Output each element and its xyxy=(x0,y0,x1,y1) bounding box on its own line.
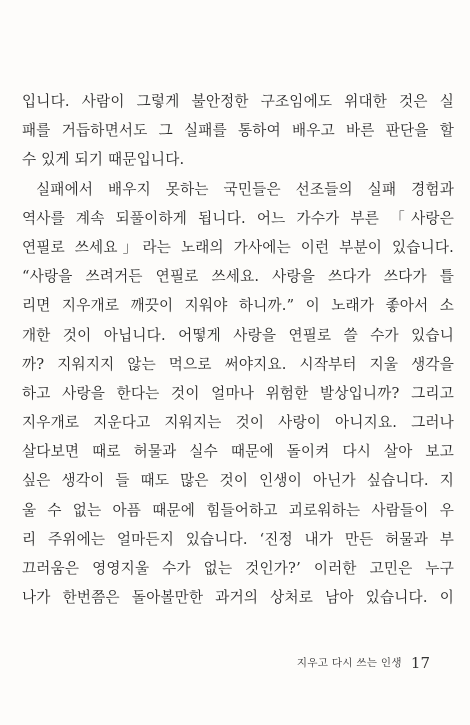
text-line: 연필로 쓰세요」라는 노래의 가사에는 이런 부분이 있습니다. xyxy=(22,238,454,256)
text-line: 끄러움은 영영지울 수가 없는 것인가?’ 이러한 고민은 누구 xyxy=(22,560,454,577)
body-text xyxy=(22,87,454,612)
text-line: 울 수 없는 아픔 때문에 힘들어하고 괴로워하는 사람들이 우 xyxy=(22,501,454,519)
page-number: 17 xyxy=(410,653,430,672)
text-line: 패를 거듭하면서도 그 실패를 통하여 배우고 바른 판단을 할 xyxy=(22,122,454,140)
text-line: 수 있게 되기 때문입니다. xyxy=(22,151,185,169)
text-line: 까? 지워지지 않는 먹으로 써야지요. 시작부터 지울 생각을 xyxy=(22,355,454,373)
text-line: 입니다. 사람이 그렇게 불안정한 구조임에도 위대한 것은 실 xyxy=(22,93,454,110)
page-footer xyxy=(0,652,430,672)
text-line: 싶은 생각이 들 때도 많은 것이 인생이 아닌가 싶습니다. 지 xyxy=(22,472,454,490)
text-line: 리면 지우개로 깨끗이 지워야 하니까.” 이 노래가 좋아서 소 xyxy=(22,297,454,315)
text-line: 살다보면 때로 허물과 실수 때문에 돌이켜 다시 살아 보고 xyxy=(22,443,454,461)
text-line: 개한 것이 아닙니다. 어떻게 사랑을 연필로 쓸 수가 있습니 xyxy=(22,326,454,344)
text-line: 실패에서 배우지 못하는 국민들은 선조들의 실패 경험과 xyxy=(36,180,454,198)
text-line: 하고 사랑을 한다는 것이 얼마나 위험한 발상입니까? 그리고 xyxy=(22,384,454,402)
running-title: 지우고 다시 쓰는 인생 xyxy=(296,657,402,669)
text-line: 리 주위에는 얼마든지 있습니다. ‘진정 내가 만든 허물과 부 xyxy=(22,530,454,548)
text-line: 나가 한번쯤은 돌아볼만한 과거의 상처로 남아 있습니다. 이 xyxy=(22,589,454,607)
text-line: “사랑을 쓰려거든 연필로 쓰세요. 사랑을 쓰다가 쓰다가 틀 xyxy=(22,268,454,286)
text-line: 역사를 계속 되풀이하게 됩니다. 어느 가수가 부른 「사랑은 xyxy=(22,209,454,227)
text-line: 지우개로 지운다고 지워지는 것이 사랑이 아니지요. 그러나 xyxy=(22,414,454,432)
